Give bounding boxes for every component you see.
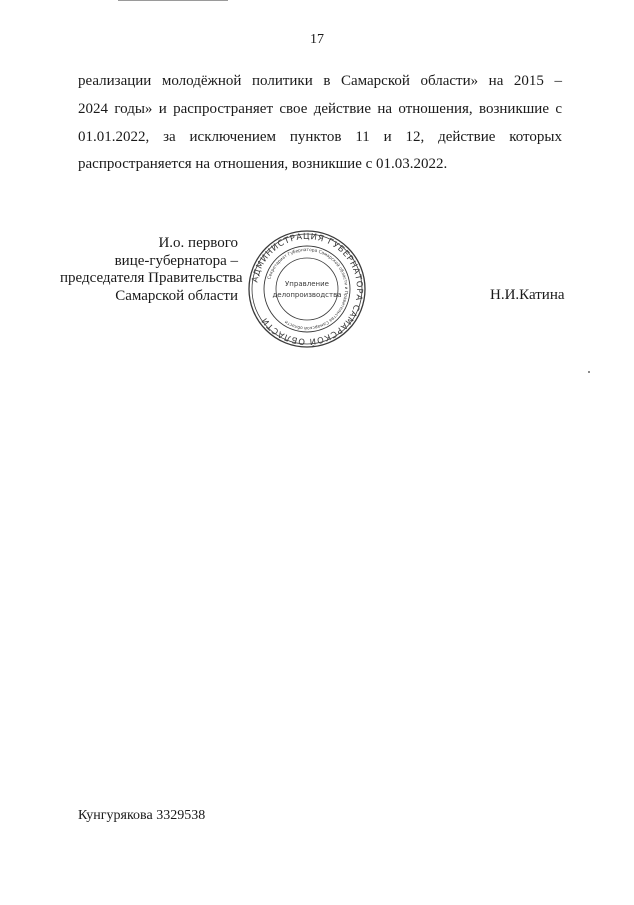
svg-text:Секретариат Губернатора Самарс bbox=[266, 248, 349, 332]
executor-footer: Кунгурякова 3329538 bbox=[78, 808, 206, 823]
signer-title-line-4: Самарской области bbox=[115, 288, 238, 304]
page-number: 17 bbox=[310, 32, 324, 47]
stamp-outer-text: АДМИНИСТРАЦИЯ ГУБЕРНАТОРА САМАРСКОЙ ОБЛАСТИ bbox=[249, 230, 366, 348]
signer-name: Н.И.Катина bbox=[490, 287, 565, 303]
signer-title-line-2: вице-губернатора – bbox=[114, 253, 238, 269]
body-line-3: 01.01.2022, за исключением пунктов 11 и 12, действие которых bbox=[78, 129, 562, 145]
stamp-center-line-2: делопроизводства bbox=[272, 291, 342, 299]
signer-title-line-3: председателя Правительства bbox=[60, 270, 243, 286]
signer-title-line-1: И.о. первого bbox=[158, 235, 238, 251]
body-line-1: реализации молодёжной политики в Самарской области» на 2015 – bbox=[78, 73, 562, 89]
scan-edge-line bbox=[118, 0, 228, 1]
body-line-2: 2024 годы» и распространяет свое действие на отношения, возникшие с bbox=[78, 101, 562, 117]
official-stamp bbox=[246, 228, 368, 350]
body-line-4: распространяется на отношения, возникшие с 01.03.2022. bbox=[78, 156, 448, 172]
scan-speck bbox=[588, 371, 590, 373]
stamp-inner-text: Секретариат Губернатора Самарской области и Правительства Самарской области bbox=[267, 247, 349, 331]
stamp-center-line-1: Управление bbox=[285, 280, 329, 288]
